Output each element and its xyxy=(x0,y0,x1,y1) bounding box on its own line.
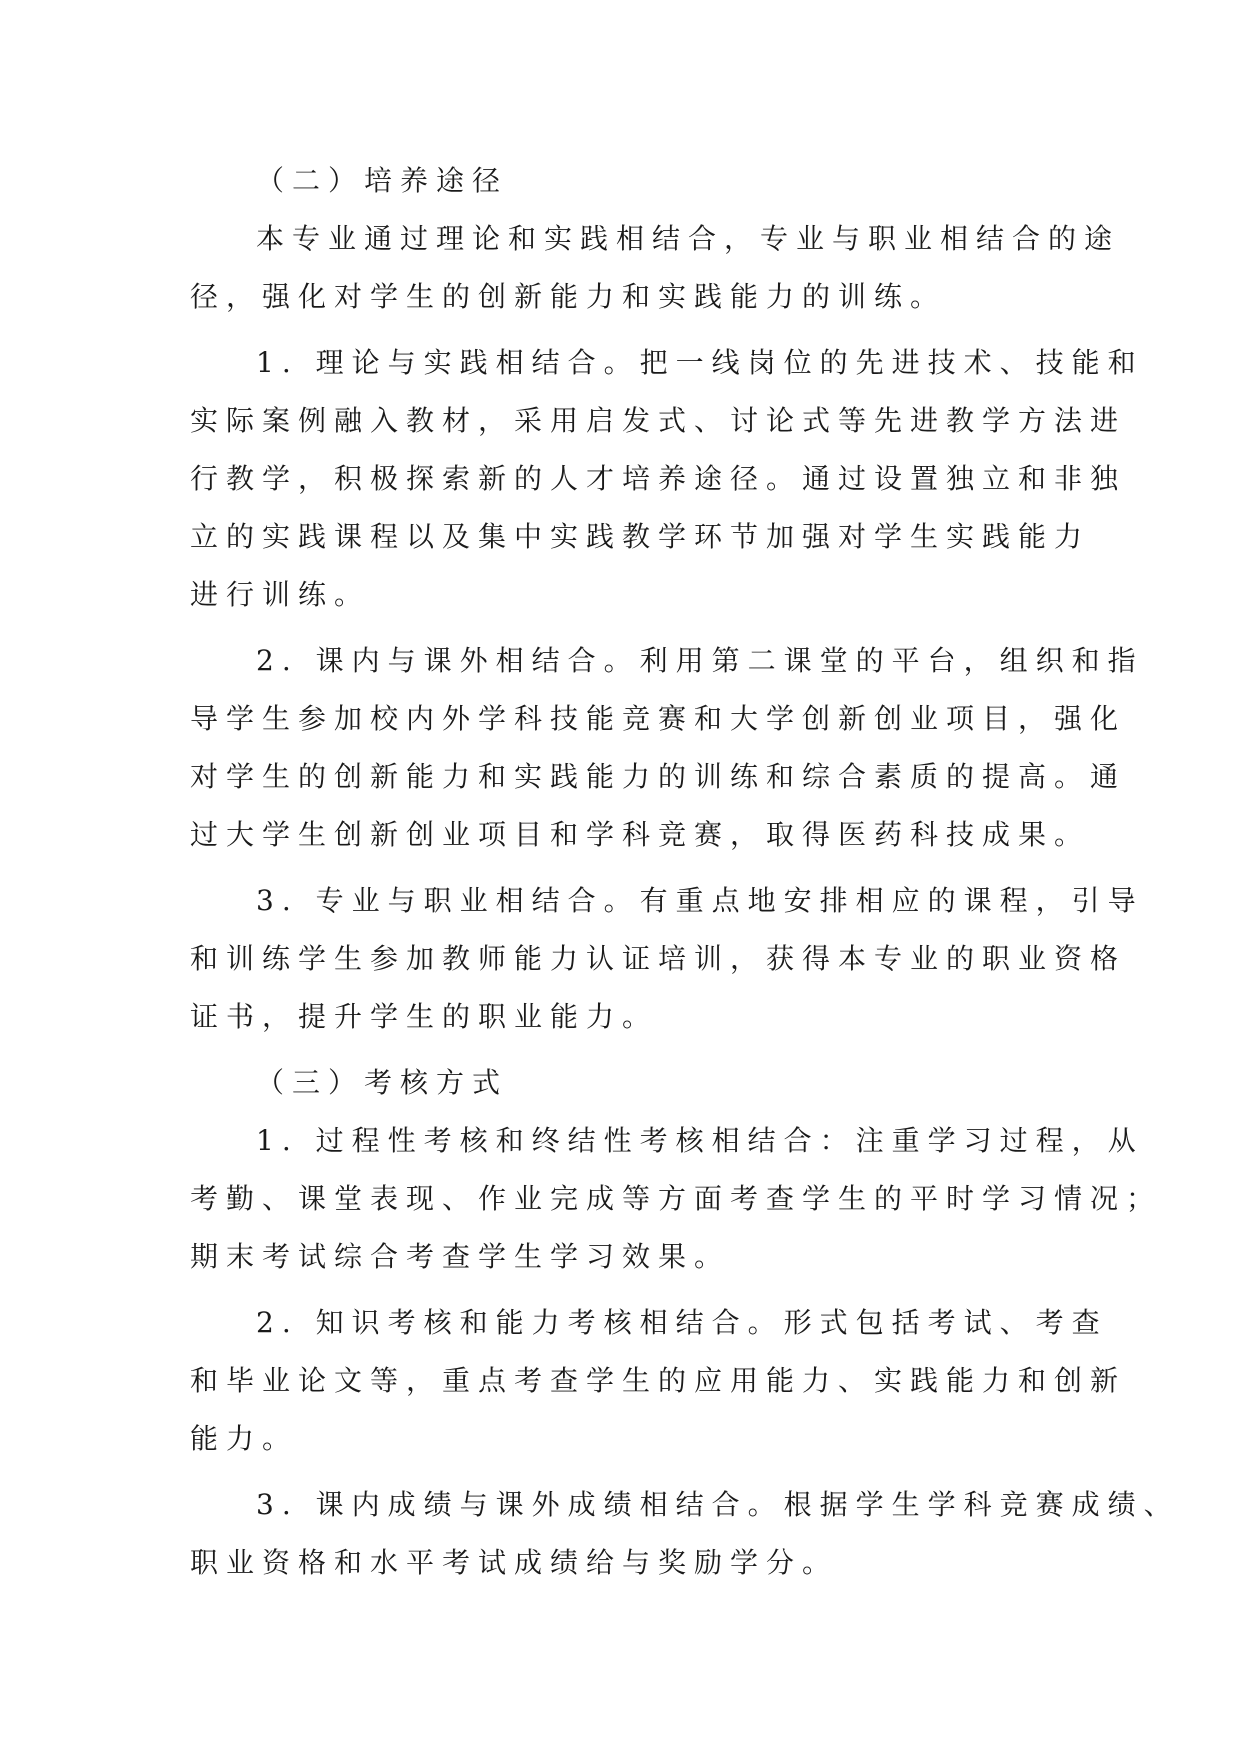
paragraph-grades xyxy=(190,1476,1180,1592)
paragraph-line: 职业资格和水平考试成绩给与奖励学分。 xyxy=(190,1546,839,1579)
paragraph-line: 和毕业论文等，重点考查学生的应用能力、实践能力和创新 xyxy=(190,1364,1127,1397)
paragraph-line: 3. 课内成绩与课外成绩相结合。根据学生学科竞赛成绩、 xyxy=(256,1488,1180,1521)
paragraph-line: 导学生参加校内外学科技能竞赛和大学创新创业项目，强化 xyxy=(190,702,1127,735)
paragraph-line: 2. 课内与课外相结合。利用第二课堂的平台，组织和指 xyxy=(256,644,1144,677)
paragraph-line: 和训练学生参加教师能力认证培训，获得本专业的职业资格 xyxy=(190,942,1127,975)
paragraph-line: 过大学生创新创业项目和学科竞赛，取得医药科技成果。 xyxy=(190,818,1091,851)
paragraph-process-final xyxy=(190,1112,1163,1286)
paragraph-line: 考勤、课堂表现、作业完成等方面考查学生的平时学习情况； xyxy=(190,1182,1163,1215)
paragraph-line: 进行训练。 xyxy=(190,578,371,611)
heading-text: （三）考核方式 xyxy=(256,1066,509,1099)
paragraph-line: 1. 过程性考核和终结性考核相结合：注重学习过程，从 xyxy=(256,1124,1144,1157)
paragraph-line: 1. 理论与实践相结合。把一线岗位的先进技术、技能和 xyxy=(256,346,1144,379)
paragraph-major-career xyxy=(190,872,1144,1046)
paragraph-intro xyxy=(190,210,1121,326)
paragraph-line: 能力。 xyxy=(190,1422,299,1455)
heading-text: （二）培养途径 xyxy=(256,164,509,197)
paragraph-knowledge-ability xyxy=(190,1294,1127,1468)
paragraph-line: 径，强化对学生的创新能力和实践能力的训练。 xyxy=(190,280,947,313)
paragraph-theory-practice xyxy=(190,334,1144,624)
document-body xyxy=(190,152,1180,1592)
paragraph-line: 期末考试综合考查学生学习效果。 xyxy=(190,1240,731,1273)
paragraph-line: 2. 知识考核和能力考核相结合。形式包括考试、考查 xyxy=(256,1306,1108,1339)
section-heading-assessment xyxy=(190,1054,1052,1112)
paragraph-in-out-class xyxy=(190,632,1144,864)
paragraph-line: 本专业通过理论和实践相结合，专业与职业相结合的途 xyxy=(256,222,1121,255)
paragraph-line: 实际案例融入教材，采用启发式、讨论式等先进教学方法进 xyxy=(190,404,1127,437)
paragraph-line: 3. 专业与职业相结合。有重点地安排相应的课程，引导 xyxy=(256,884,1144,917)
paragraph-line: 证书，提升学生的职业能力。 xyxy=(190,1000,659,1033)
paragraph-line: 对学生的创新能力和实践能力的训练和综合素质的提高。通 xyxy=(190,760,1127,793)
section-heading-training-path xyxy=(190,152,1052,210)
paragraph-line: 行教学，积极探索新的人才培养途径。通过设置独立和非独 xyxy=(190,462,1127,495)
paragraph-line: 立的实践课程以及集中实践教学环节加强对学生实践能力 xyxy=(190,520,1091,553)
